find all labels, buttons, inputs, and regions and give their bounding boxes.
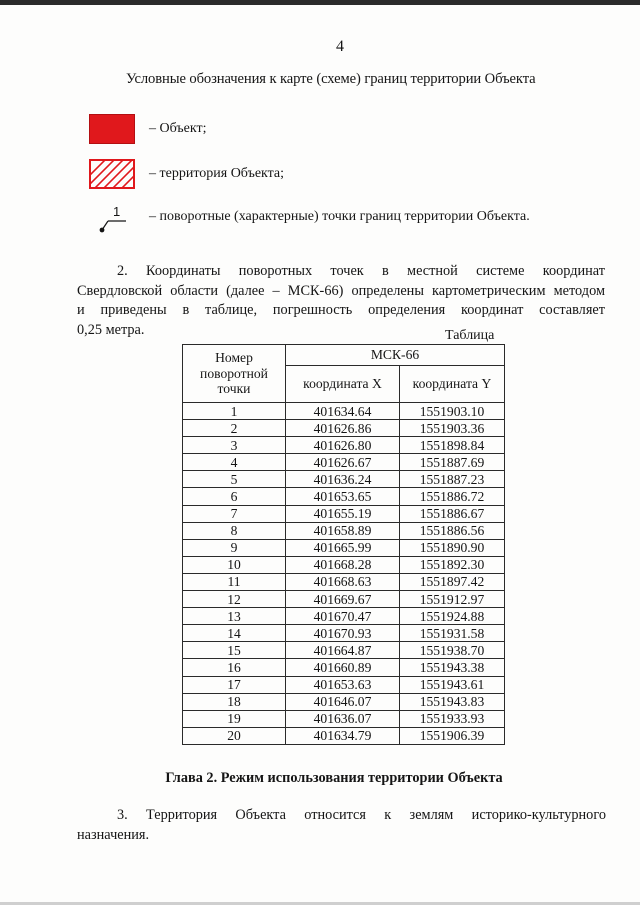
legend-item-territory-label: – территория Объекта; [149,166,285,181]
cell-coordinate-y: 1551886.67 [400,505,505,522]
cell-coordinate-y: 1551903.36 [400,420,505,437]
scan-top-edge [0,0,640,5]
cell-point-number: 8 [183,522,286,539]
cell-point-number: 9 [183,539,286,556]
cell-point-number: 5 [183,471,286,488]
chapter-heading: Глава 2. Режим использования территории Объекта [165,770,503,786]
cell-point-number: 11 [183,573,286,590]
table-row [183,539,505,556]
cell-coordinate-y: 1551943.38 [400,659,505,676]
table-row [183,727,505,744]
cell-coordinate-y: 1551886.72 [400,488,505,505]
table-row [183,573,505,590]
page-number: 4 [336,38,344,55]
cell-coordinate-x: 401636.07 [286,710,400,727]
cell-coordinate-x: 401653.65 [286,488,400,505]
cell-coordinate-y: 1551912.97 [400,591,505,608]
cell-coordinate-y: 1551887.23 [400,471,505,488]
cell-coordinate-y: 1551938.70 [400,642,505,659]
legend-item-object-label: – Объект; [149,121,207,136]
cell-point-number: 2 [183,420,286,437]
cell-point-number: 12 [183,591,286,608]
cell-coordinate-y: 1551897.42 [400,573,505,590]
paragraph-land-category [77,806,606,845]
cell-point-number: 20 [183,727,286,744]
territory-hatch-icon [89,159,135,189]
coordinates-table [182,344,505,745]
cell-point-number: 17 [183,676,286,693]
cell-coordinate-y: 1551931.58 [400,625,505,642]
paragraph-line: Свердловской области (далее – МСК-66) определены картометрическим методом [77,282,605,299]
cell-coordinate-y: 1551906.39 [400,727,505,744]
paragraph-coordinates [77,262,605,340]
table-row [183,403,505,420]
paragraph-line: 0,25 метра. [77,321,145,338]
table-row [183,471,505,488]
object-fill-icon [89,114,135,144]
cell-coordinate-y: 1551898.84 [400,437,505,454]
cell-point-number: 18 [183,693,286,710]
cell-coordinate-y: 1551943.83 [400,693,505,710]
cell-point-number: 3 [183,437,286,454]
cell-coordinate-x: 401636.24 [286,471,400,488]
table-header-row [183,345,505,366]
table-row [183,488,505,505]
table-row [183,437,505,454]
table-row [183,642,505,659]
cell-coordinate-x: 401626.67 [286,454,400,471]
cell-point-number: 6 [183,488,286,505]
cell-coordinate-x: 401634.64 [286,403,400,420]
coordinates-table-body [183,403,505,745]
cell-coordinate-x: 401660.89 [286,659,400,676]
cell-point-number: 19 [183,710,286,727]
cell-coordinate-y: 1551887.69 [400,454,505,471]
table-row [183,659,505,676]
table-caption: Таблица [445,328,495,343]
cell-coordinate-x: 401655.19 [286,505,400,522]
header-coordinate-y: координата Y [400,366,505,403]
header-coordinate-system: МСК-66 [286,345,505,366]
paragraph-line: 2. Координаты поворотных точек в местной системе координат [117,263,605,279]
table-row [183,522,505,539]
table-row [183,420,505,437]
cell-coordinate-x: 401658.89 [286,522,400,539]
cell-coordinate-y: 1551933.93 [400,710,505,727]
cell-coordinate-y: 1551924.88 [400,608,505,625]
cell-coordinate-x: 401670.93 [286,625,400,642]
cell-point-number: 13 [183,608,286,625]
cell-coordinate-x: 401670.47 [286,608,400,625]
table-row [183,505,505,522]
turning-point-icon [96,201,136,235]
cell-coordinate-y: 1551903.10 [400,403,505,420]
table-row [183,454,505,471]
cell-coordinate-x: 401669.67 [286,591,400,608]
table-row [183,693,505,710]
header-coordinate-x: координата X [286,366,400,403]
cell-coordinate-x: 401646.07 [286,693,400,710]
cell-coordinate-x: 401653.63 [286,676,400,693]
cell-coordinate-x: 401626.86 [286,420,400,437]
table-row [183,625,505,642]
cell-coordinate-x: 401665.99 [286,539,400,556]
cell-coordinate-x: 401664.87 [286,642,400,659]
cell-point-number: 16 [183,659,286,676]
paragraph-line: назначения. [77,826,150,843]
turning-point-icon-label: 1 [113,204,121,219]
cell-coordinate-x: 401634.79 [286,727,400,744]
legend-title: Условные обозначения к карте (схеме) границ территории Объекта [126,71,536,87]
cell-point-number: 1 [183,403,286,420]
paragraph-line: 3. Территория Объекта относится к землям историко-культурного [117,807,606,823]
cell-coordinate-x: 401626.80 [286,437,400,454]
table-row [183,710,505,727]
cell-coordinate-y: 1551886.56 [400,522,505,539]
cell-coordinate-x: 401668.63 [286,573,400,590]
legend-item-turning-point-label: – поворотные (характерные) точки границ территории Объекта. [149,209,530,224]
table-row [183,556,505,573]
cell-coordinate-y: 1551890.90 [400,539,505,556]
cell-point-number: 15 [183,642,286,659]
paragraph-line: и приведены в таблице, погрешность определения координат составляет [77,302,605,318]
cell-point-number: 14 [183,625,286,642]
table-row [183,591,505,608]
cell-coordinate-y: 1551892.30 [400,556,505,573]
cell-point-number: 7 [183,505,286,522]
cell-coordinate-y: 1551943.61 [400,676,505,693]
cell-coordinate-x: 401668.28 [286,556,400,573]
header-point-number: Номер поворотной точки [183,345,286,403]
table-row [183,608,505,625]
cell-point-number: 4 [183,454,286,471]
table-row [183,676,505,693]
cell-point-number: 10 [183,556,286,573]
